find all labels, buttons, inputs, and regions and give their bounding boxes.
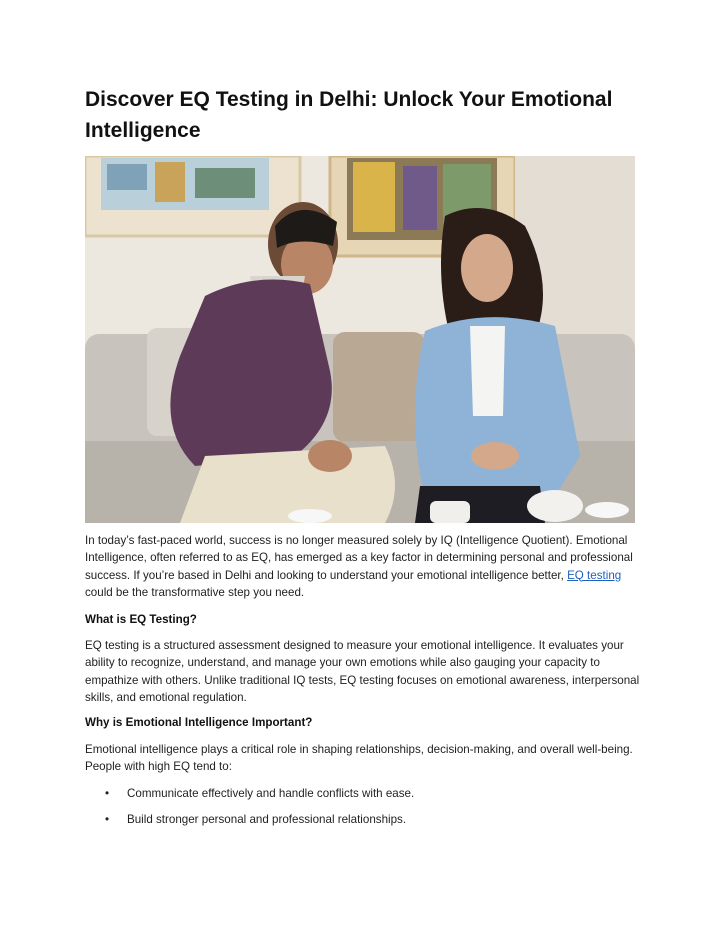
list-item (85, 785, 640, 802)
section-paragraph-what-is-eq: EQ testing is a structured assessment designed to measure your emotional intelligence. It evaluates your ability to recognize, understand, and manage your own emotions while also gauging your capacity to empathize with others. Unlike traditional IQ tests, EQ testing focuses on emotional awareness, interpersonal skills, and emotional regulation. (85, 639, 640, 704)
intro-paragraph (85, 532, 640, 601)
benefits-list (85, 785, 640, 837)
section-heading-what-is-eq: What is EQ Testing? (85, 613, 197, 626)
bullet-dot-icon: • (105, 813, 110, 826)
bullet-dot-icon: • (105, 787, 110, 800)
intro-text-before-link: In today’s fast-paced world, success is no longer measured solely by IQ (Intelligence Quotient). Emotional Intelligence, often referred to as EQ, has emerged as a key factor in determining personal and professional success. If you’re based in Delhi and looking to understand your emotional intelligence better, (85, 534, 633, 582)
intro-text-after-link: could be the transformative step you need. (85, 585, 305, 599)
hero-image (85, 156, 635, 523)
list-item-text: Communicate effectively and handle conflicts with ease. (127, 787, 415, 800)
list-item (85, 811, 640, 828)
article-title: Discover EQ Testing in Delhi: Unlock Your Emotional Intelligence (85, 88, 613, 142)
eq-testing-link[interactable]: EQ testing (567, 568, 622, 582)
section-heading-why-important: Why is Emotional Intelligence Important? (85, 716, 313, 729)
section-paragraph-why-important: Emotional intelligence plays a critical role in shaping relationships, decision-making, and overall well-being. People with high EQ tend to: (85, 743, 633, 774)
list-item-text: Build stronger personal and professional relationships. (127, 813, 407, 826)
